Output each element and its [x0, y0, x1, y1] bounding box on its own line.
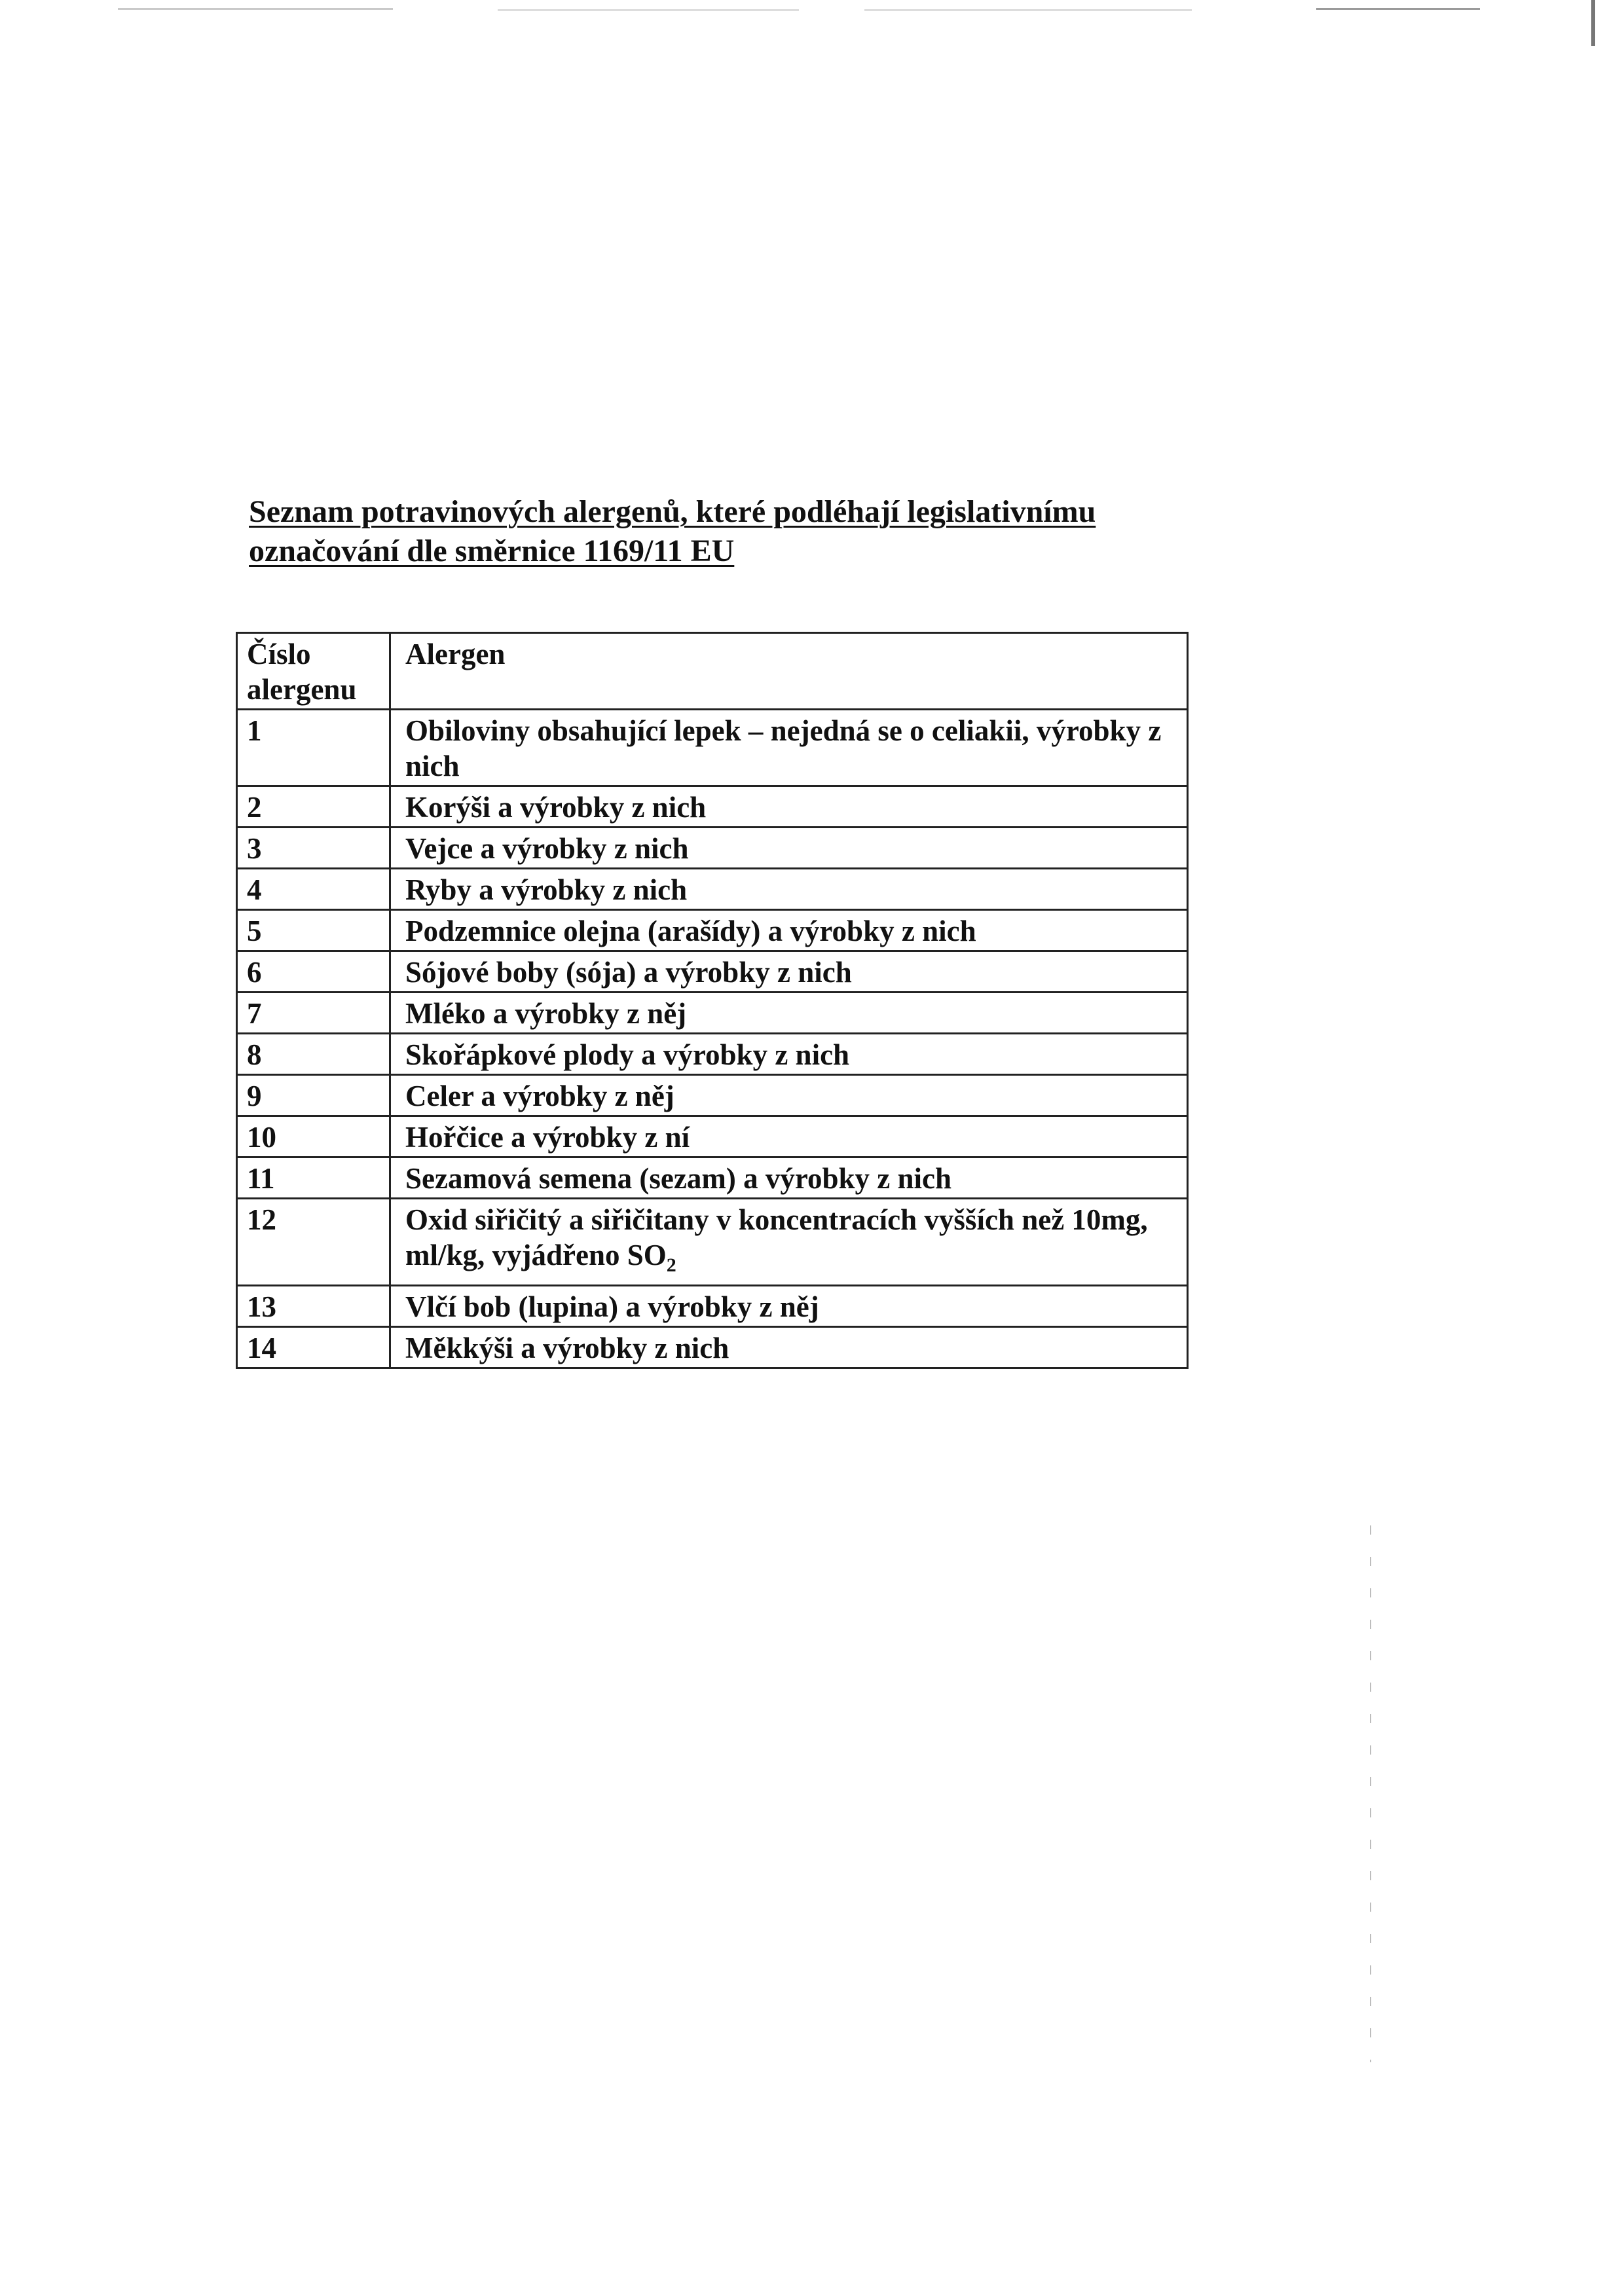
allergen-name: Korýši a výrobky z nich — [390, 786, 1188, 828]
allergen-name: Obiloviny obsahující lepek – nejedná se o celiakii, výrobky z nich — [390, 710, 1188, 786]
title-line-2: označování dle směrnice 1169/11 EU — [249, 534, 735, 568]
allergen-number: 9 — [237, 1075, 390, 1116]
scan-artifact-line — [864, 9, 1192, 11]
allergen-table — [236, 632, 1189, 1369]
table-row — [237, 1286, 1188, 1327]
table-row — [237, 1116, 1188, 1157]
table-row — [237, 869, 1188, 910]
allergen-name: Měkkýši a výrobky z nich — [390, 1327, 1188, 1368]
scan-artifact-corner — [1591, 0, 1595, 46]
allergen-name: Celer a výrobky z něj — [390, 1075, 1188, 1116]
allergen-name: Skořápkové plody a výrobky z nich — [390, 1034, 1188, 1075]
allergen-number: 2 — [237, 786, 390, 828]
table-row — [237, 993, 1188, 1034]
scan-artifact-line — [1316, 8, 1480, 10]
document-title — [249, 492, 1231, 571]
scan-artifact-line — [118, 8, 393, 10]
table-row — [237, 828, 1188, 869]
table-row — [237, 1034, 1188, 1075]
allergen-name: Sezamová semena (sezam) a výrobky z nich — [390, 1157, 1188, 1199]
allergen-number: 7 — [237, 993, 390, 1034]
scan-artifact-edge — [1370, 1525, 1371, 2062]
allergen-name: Sójové boby (sója) a výrobky z nich — [390, 951, 1188, 993]
allergen-number: 13 — [237, 1286, 390, 1327]
allergen-name: Hořčice a výrobky z ní — [390, 1116, 1188, 1157]
table-row — [237, 951, 1188, 993]
allergen-number: 3 — [237, 828, 390, 869]
allergen-number: 4 — [237, 869, 390, 910]
header-allergen-number: Číslo alergenu — [237, 633, 390, 710]
allergen-number: 8 — [237, 1034, 390, 1075]
scan-artifact-line — [498, 9, 799, 11]
allergen-number: 5 — [237, 910, 390, 951]
table-row — [237, 910, 1188, 951]
allergen-name: Oxid siřičitý a siřičitany v koncentracích vyšších než 10mg, ml/kg, vyjádřeno $SO_2$ — [390, 1199, 1188, 1286]
allergen-name: Mléko a výrobky z něj — [390, 993, 1188, 1034]
allergen-number: 11 — [237, 1157, 390, 1199]
allergen-name: Vlčí bob (lupina) a výrobky z něj — [390, 1286, 1188, 1327]
allergen-number: 14 — [237, 1327, 390, 1368]
allergen-number: 1 — [237, 710, 390, 786]
title-line-1: Seznam potravinových alergenů, které podléhají legislativnímu — [249, 494, 1096, 529]
allergen-number: 6 — [237, 951, 390, 993]
allergen-name: Podzemnice olejna (arašídy) a výrobky z nich — [390, 910, 1188, 951]
allergen-name: Ryby a výrobky z nich — [390, 869, 1188, 910]
table-row — [237, 1327, 1188, 1368]
table-row — [237, 1199, 1188, 1286]
allergen-number: 12 — [237, 1199, 390, 1286]
table-header-row — [237, 633, 1188, 710]
table-row — [237, 786, 1188, 828]
header-allergen-name: Alergen — [390, 633, 1188, 710]
allergen-number: 10 — [237, 1116, 390, 1157]
table-row — [237, 1157, 1188, 1199]
table-row — [237, 710, 1188, 786]
table-row — [237, 1075, 1188, 1116]
allergen-name: Vejce a výrobky z nich — [390, 828, 1188, 869]
